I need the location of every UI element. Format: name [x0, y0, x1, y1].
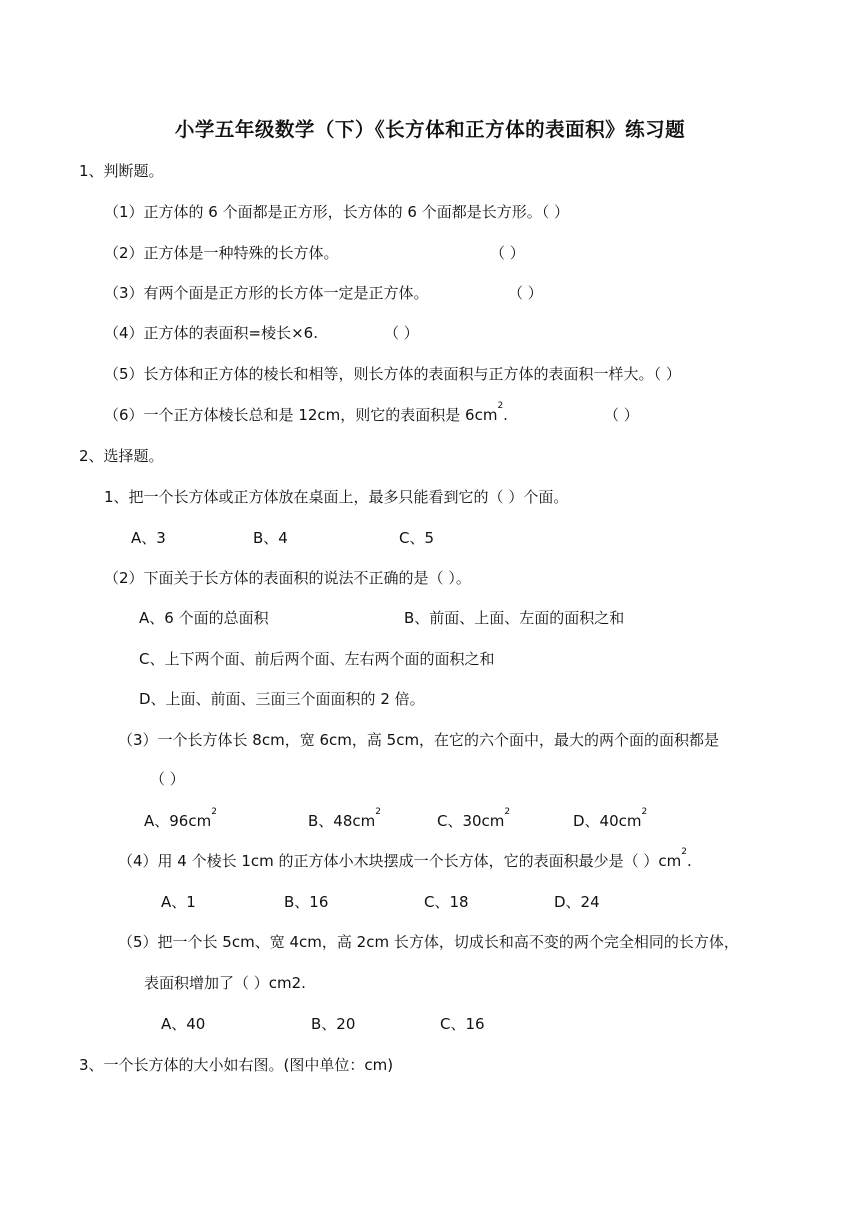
section1-heading: 1、判断题。	[79, 162, 164, 180]
choice-q5-option-c: C、16	[440, 1015, 485, 1033]
judge-item-1-blank: （ ）	[541, 203, 569, 221]
choice-q1-option-c: C、5	[399, 529, 435, 547]
judge-item-4-text: （4）正方体的表面积=棱长×6.	[104, 324, 318, 342]
judge-item-2-text: （2）正方体是一种特殊的长方体。	[104, 244, 339, 262]
choice-q2-option-a: A、6 个面的总面积	[139, 609, 269, 627]
choice-q4-stem-text: （4）用 4 个棱长 1cm 的正方体小木块摆成一个长方体，它的表面积最少是（ ）cm	[118, 852, 682, 870]
judge-item-5-blank: （ ）	[653, 365, 681, 383]
choice-q4-stem	[118, 847, 692, 871]
judge-item-4-blank: （ ）	[384, 324, 419, 342]
choice-q3-option-d-text: D、40cm	[573, 812, 642, 830]
choice-q5-stem-line2: 表面积增加了（ ）cm2.	[144, 974, 306, 992]
section2-heading: 2、选择题。	[79, 447, 164, 465]
choice-q3-option-d	[573, 807, 648, 831]
judge-item-6-tail: .	[503, 406, 508, 424]
choice-q4-option-b: B、16	[284, 893, 329, 911]
choice-q4-sup: 2	[681, 847, 687, 857]
choice-q3-stem: （3）一个长方体长 8cm，宽 6cm，高 5cm，在它的六个面中，最大的两个面的面积都是	[118, 731, 720, 749]
choice-q3-option-b	[308, 807, 381, 831]
judge-item-6-sup: 2	[497, 401, 504, 411]
choice-q1-option-b: B、4	[253, 529, 288, 547]
choice-q5-stem: （5）把一个长 5cm、宽 4cm，高 2cm 长方体，切成长和高不变的两个完全相同的长方体，	[118, 933, 739, 951]
judge-item-4	[104, 322, 318, 343]
choice-q3-option-a	[144, 807, 217, 831]
choice-q3-option-a-text: A、96cm	[144, 812, 212, 830]
choice-q2-option-b: B、前面、上面、左面的面积之和	[404, 609, 625, 627]
choice-q3-option-c-text: C、30cm	[437, 812, 505, 830]
judge-item-6	[104, 401, 508, 425]
choice-q5-option-b: B、20	[311, 1015, 356, 1033]
choice-q3-option-a-sup: 2	[211, 807, 217, 817]
judge-item-2-blank: （ ）	[490, 244, 525, 262]
choice-q3-option-c-sup: 2	[504, 807, 511, 817]
choice-q1-option-a: A、3	[131, 529, 166, 547]
judge-item-5	[104, 363, 681, 384]
choice-q3-option-b-sup: 2	[375, 807, 381, 817]
choice-q2-option-d: D、上面、前面、三面三个面面积的 2 倍。	[139, 690, 425, 708]
page-title: 小学五年级数学（下）《长方体和正方体的表面积》练习题	[174, 118, 686, 141]
choice-q3-blank: （ ）	[150, 770, 185, 788]
choice-q5-option-a: A、40	[161, 1015, 206, 1033]
choice-q1-stem: 1、把一个长方体或正方体放在桌面上，最多只能看到它的（ ）个面。	[104, 488, 569, 506]
judge-item-6-text: （6）一个正方体棱长总和是 12cm，则它的表面积是 6cm	[104, 406, 498, 424]
judge-item-2	[104, 242, 339, 263]
choice-q3-option-b-text: B、48cm	[308, 812, 376, 830]
section3-heading: 3、一个长方体的大小如右图。(图中单位：cm)	[79, 1056, 394, 1074]
choice-q3-option-d-sup: 2	[641, 807, 648, 817]
judge-item-3	[104, 282, 429, 303]
judge-item-1	[104, 201, 569, 222]
choice-q2-option-c: C、上下两个面、前后两个面、左右两个面的面积之和	[139, 650, 495, 668]
judge-item-3-blank: （ ）	[508, 284, 543, 302]
choice-q3-option-c	[437, 807, 511, 831]
judge-item-5-text: （5）长方体和正方体的棱长和相等，则长方体的表面积与正方体的表面积一样大。	[104, 365, 654, 383]
judge-item-6-blank: （ ）	[604, 406, 639, 424]
choice-q4-option-a: A、1	[161, 893, 196, 911]
judge-item-3-text: （3）有两个面是正方形的长方体一定是正方体。	[104, 284, 429, 302]
choice-q4-tail: .	[686, 852, 692, 870]
judge-item-1-text: （1）正方体的 6 个面都是正方形，长方体的 6 个面都是长方形。	[104, 203, 542, 221]
choice-q4-option-d: D、24	[554, 893, 600, 911]
choice-q4-option-c: C、18	[424, 893, 469, 911]
choice-q2-stem: （2）下面关于长方体的表面积的说法不正确的是（ ）。	[104, 569, 471, 587]
